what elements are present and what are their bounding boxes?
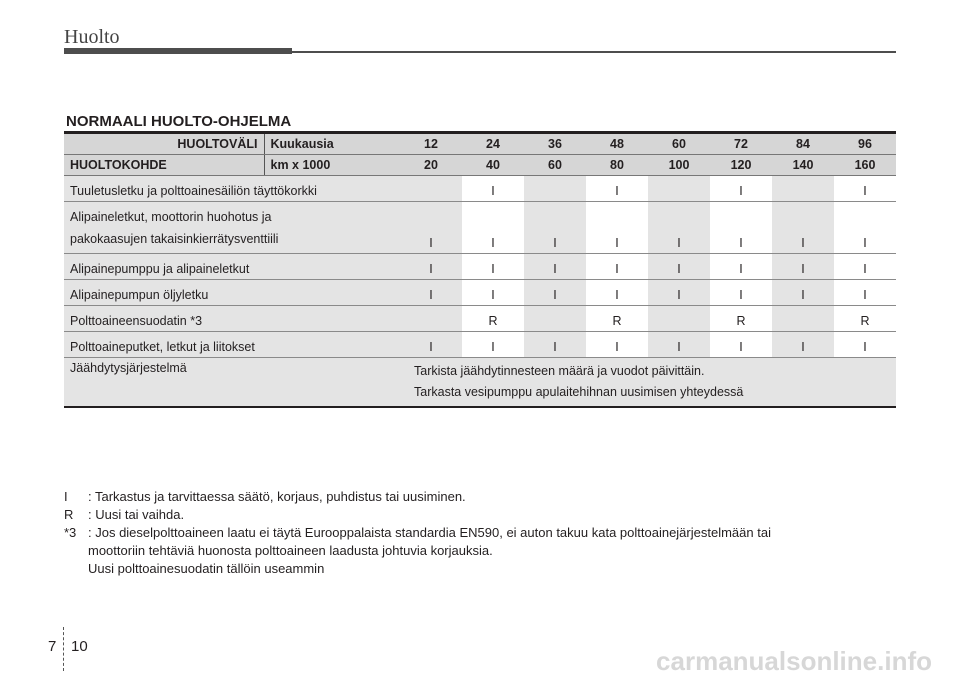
row-cell: I	[710, 254, 772, 280]
row-cell: I	[648, 280, 710, 306]
header-month-value: 12	[400, 133, 462, 155]
row-cell: I	[772, 332, 834, 358]
table-row	[64, 280, 896, 306]
row-cell	[524, 306, 586, 332]
row-cell: I	[586, 280, 648, 306]
section-title: NORMAALI HUOLTO-OHJELMA	[66, 113, 292, 130]
row-cell	[400, 176, 462, 202]
row-cell: I	[524, 202, 586, 254]
row-cell: I	[710, 202, 772, 254]
row-cell: I	[772, 254, 834, 280]
row-cell: I	[710, 280, 772, 306]
row-cell: I	[648, 202, 710, 254]
table-row	[64, 254, 896, 280]
table-row	[64, 176, 896, 202]
legend-key: R	[64, 507, 74, 522]
row-item-line: Alipaineletkut, moottorin huohotus ja	[70, 210, 272, 224]
row-cell: I	[834, 202, 896, 254]
row-cell: I	[524, 280, 586, 306]
row-cell: I	[586, 202, 648, 254]
table-row	[64, 332, 896, 358]
legend-key: I	[64, 489, 68, 504]
row-cell: I	[462, 280, 524, 306]
row-cell: I	[834, 176, 896, 202]
header-km-value: 80	[586, 155, 648, 176]
header-km-value: 140	[772, 155, 834, 176]
row-cell	[772, 306, 834, 332]
table-header-row	[64, 133, 896, 155]
row-cell: I	[524, 332, 586, 358]
row-cell: I	[710, 176, 772, 202]
header-month-value: 36	[524, 133, 586, 155]
legend-key: *3	[64, 525, 77, 540]
header-item-label: HUOLTOKOHDE	[64, 155, 264, 176]
table-header-row	[64, 155, 896, 176]
row-item-label: Jäähdytysjärjestelmä	[64, 358, 400, 408]
row-item-label	[64, 202, 400, 254]
page-header-title: Huolto	[64, 26, 120, 48]
legend-note3-continuation: Uusi polttoainesuodatin tällöin useammin	[88, 561, 325, 576]
row-cell: I	[772, 202, 834, 254]
legend	[64, 488, 771, 578]
row-cell	[524, 176, 586, 202]
row-cell	[772, 176, 834, 202]
legend-text: : Tarkastus ja tarvittaessa säätö, korjaus, puhdistus tai uusiminen.	[88, 489, 466, 504]
cooling-note-line: Tarkista jäähdytinnesteen määrä ja vuodot päivittäin.	[414, 364, 705, 378]
legend-item-i	[64, 488, 771, 506]
header-km-label: km x 1000	[264, 155, 400, 176]
chapter-number: 7	[48, 638, 57, 655]
header-months-label: Kuukausia	[264, 133, 400, 155]
row-cell: I	[586, 332, 648, 358]
cooling-note-line: Tarkasta vesipumppu apulaitehihnan uusimisen yhteydessä	[414, 385, 744, 399]
row-cell: I	[462, 176, 524, 202]
row-cell: I	[586, 254, 648, 280]
row-item-label: Alipainepumppu ja alipaineletkut	[64, 254, 400, 280]
header-km-value: 160	[834, 155, 896, 176]
header-rule-thin	[292, 51, 896, 53]
header-month-value: 48	[586, 133, 648, 155]
row-cell: I	[524, 254, 586, 280]
watermark-text: carmanualsonline.info	[656, 646, 932, 676]
row-cell: I	[772, 280, 834, 306]
row-cell	[648, 176, 710, 202]
row-cell: I	[400, 202, 462, 254]
row-cell: I	[400, 280, 462, 306]
header-km-value: 100	[648, 155, 710, 176]
row-cell: I	[462, 202, 524, 254]
row-cell	[648, 306, 710, 332]
row-item-line: pakokaasujen takaisinkierrätysventtiili	[70, 232, 279, 246]
page-number: 10	[71, 638, 88, 655]
header-month-value: 84	[772, 133, 834, 155]
cooling-system-note	[400, 358, 896, 408]
row-cell: I	[400, 254, 462, 280]
row-cell: R	[710, 306, 772, 332]
header-month-value: 72	[710, 133, 772, 155]
legend-text: : Jos dieselpolttoaineen laatu ei täytä Eurooppalaista standardia EN590, ei auton takuu kata polttoainejärjestelmään tai	[88, 525, 771, 540]
row-item-label: Polttoaineensuodatin *3	[64, 306, 400, 332]
row-cell: I	[648, 332, 710, 358]
table-row	[64, 306, 896, 332]
row-cell: R	[834, 306, 896, 332]
legend-item-note3	[64, 524, 771, 542]
row-item-label: Tuuletusletku ja polttoainesäiliön täyttökorkki	[64, 176, 400, 202]
legend-item-r	[64, 506, 771, 524]
row-item-label: Alipainepumpun öljyletku	[64, 280, 400, 306]
header-interval-label: HUOLTOVÄLI	[64, 133, 264, 155]
row-cell: I	[462, 332, 524, 358]
legend-note3-continuation: moottoriin tehtäviä huonosta polttoaineen laadusta johtuvia korjauksia.	[88, 543, 493, 558]
header-month-value: 24	[462, 133, 524, 155]
row-item-label: Polttoaineputket, letkut ja liitokset	[64, 332, 400, 358]
row-cell: I	[586, 176, 648, 202]
header-month-value: 60	[648, 133, 710, 155]
header-km-value: 60	[524, 155, 586, 176]
table-row	[64, 202, 896, 254]
header-month-value: 96	[834, 133, 896, 155]
legend-text: : Uusi tai vaihda.	[88, 507, 185, 522]
table-row	[64, 358, 896, 408]
row-cell	[400, 306, 462, 332]
row-cell: I	[648, 254, 710, 280]
header-rule-thick	[64, 48, 292, 54]
row-cell: I	[834, 254, 896, 280]
header-km-value: 40	[462, 155, 524, 176]
row-cell: R	[462, 306, 524, 332]
header-km-value: 20	[400, 155, 462, 176]
row-cell: R	[586, 306, 648, 332]
row-cell: I	[834, 332, 896, 358]
footer-divider	[63, 627, 64, 671]
row-cell: I	[400, 332, 462, 358]
row-cell: I	[462, 254, 524, 280]
header-km-value: 120	[710, 155, 772, 176]
maintenance-schedule-table	[64, 131, 896, 408]
row-cell: I	[834, 280, 896, 306]
row-cell: I	[710, 332, 772, 358]
